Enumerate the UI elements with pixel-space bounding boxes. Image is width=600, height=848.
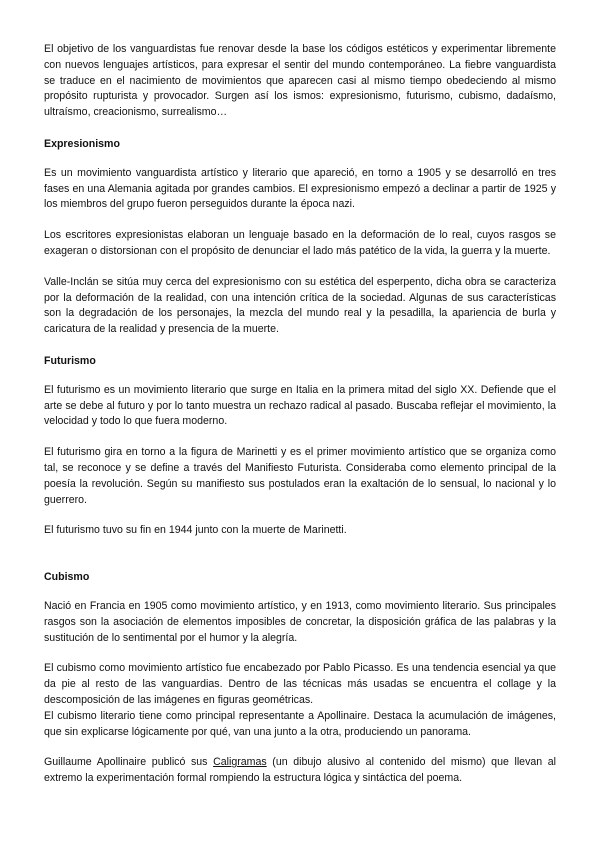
- cubismo-paragraph-2: El cubismo como movimiento artístico fue encabezado por Pablo Picasso. Es una tendencia esencial ya que da pie al resto de las vanguardias. Dentro de las técnicas más usadas se encuentra el collage y la descomposición de las imágenes en figuras geométricas.: [44, 662, 556, 706]
- cubismo-paragraph-4: [44, 755, 556, 787]
- expresionismo-paragraph-3: Valle-Inclán se sitúa muy cerca del expresionismo con su estética del esperpento, dicha obra se caracteriza por la deformación de la realidad, con una intención crítica de la sociedad. Algunas de sus características son la degradación de los personajes, la mezcla del mundo real y la pesadilla, la apariencia de burla y caricatura de la realidad y presencia de la muerte.: [44, 275, 556, 336]
- heading-expresionismo: Expresionismo: [44, 137, 120, 150]
- cubismo-paragraph-4-start: Guillaume Apollinaire publicó sus: [44, 756, 214, 769]
- cubismo-paragraph-3: El cubismo literario tiene como principal representante a Apollinaire. Destaca la acumulación de imágenes, que sin explicarse lógicamente por qué, van una junto a la otra, produciendo un panorama.: [44, 709, 556, 738]
- caligramas-title: Caligramas: [213, 756, 267, 769]
- heading-futurismo: Futurismo: [44, 354, 96, 367]
- expresionismo-paragraph-1: Es un movimiento vanguardista artístico y literario que apareció, en torno a 1905 y se desarrolló en tres fases en una Alemania agitada por grandes cambios. El expresionismo empezó a declinar a partir de 1925 y los miembros del grupo fueron perseguidos durante la época nazi.: [44, 166, 556, 211]
- heading-cubismo: Cubismo: [44, 571, 90, 584]
- intro-paragraph: El objetivo de los vanguardistas fue renovar desde la base los códigos estéticos y experimentar libremente con nuevos lenguajes artísticos, para expresar el sentir del mundo contemporáneo. La fiebre vanguardista se traduce en el nacimiento de movimientos que aparecen casi al mismo tiempo obedeciendo al mismo propósito rupturista y provocador. Surgen así los ismos: expresionismo, futurismo, cubismo, dadaísmo, ultraísmo, creacionismo, surrealismo…: [44, 43, 556, 119]
- expresionismo-paragraph-2: Los escritores expresionistas elaboran un lenguaje basado en la deformación de lo real, cuyos rasgos se exageran o distorsionan con el propósito de denunciar el lado más patético de la vida, la guerra y la muerte.: [44, 229, 556, 257]
- cubismo-paragraph-4-end: (un dibujo alusivo al contenido del mismo) que llevan al extremo la experimentación formal rompiendo la estructura lógica y sintáctica del poema.: [44, 756, 557, 785]
- futurismo-paragraph-3: El futurismo tuvo su fin en 1944 junto con la muerte de Marinetti.: [44, 524, 347, 537]
- cubismo-paragraph-1: Nació en Francia en 1905 como movimiento artístico, y en 1913, como movimiento literario. Sus principales rasgos son la asociación de elementos imposibles de concretar, la disposición gráfica de las palabras y la sustitución de lo sentimental por el humor y la alegría.: [44, 599, 556, 644]
- futurismo-paragraph-2: El futurismo gira en torno a la figura de Marinetti y es el primer movimiento artístico que se organiza como tal, se reconoce y se define a través del Manifiesto Futurista. Consideraba como elemento principal de la poesía la revolución. Según su manifiesto sus postulados eran la exaltación de lo sensual, lo nacional y lo guerrero.: [44, 446, 556, 506]
- futurismo-paragraph-1: El futurismo es un movimiento literario que surge en Italia en la primera mitad del siglo XX. Defiende que el arte se debe al futuro y por lo tanto muestra un rechazo radical al pasado. Buscaba reflejar el movimiento, la velocidad y todo lo que fuera moderno.: [44, 383, 556, 428]
